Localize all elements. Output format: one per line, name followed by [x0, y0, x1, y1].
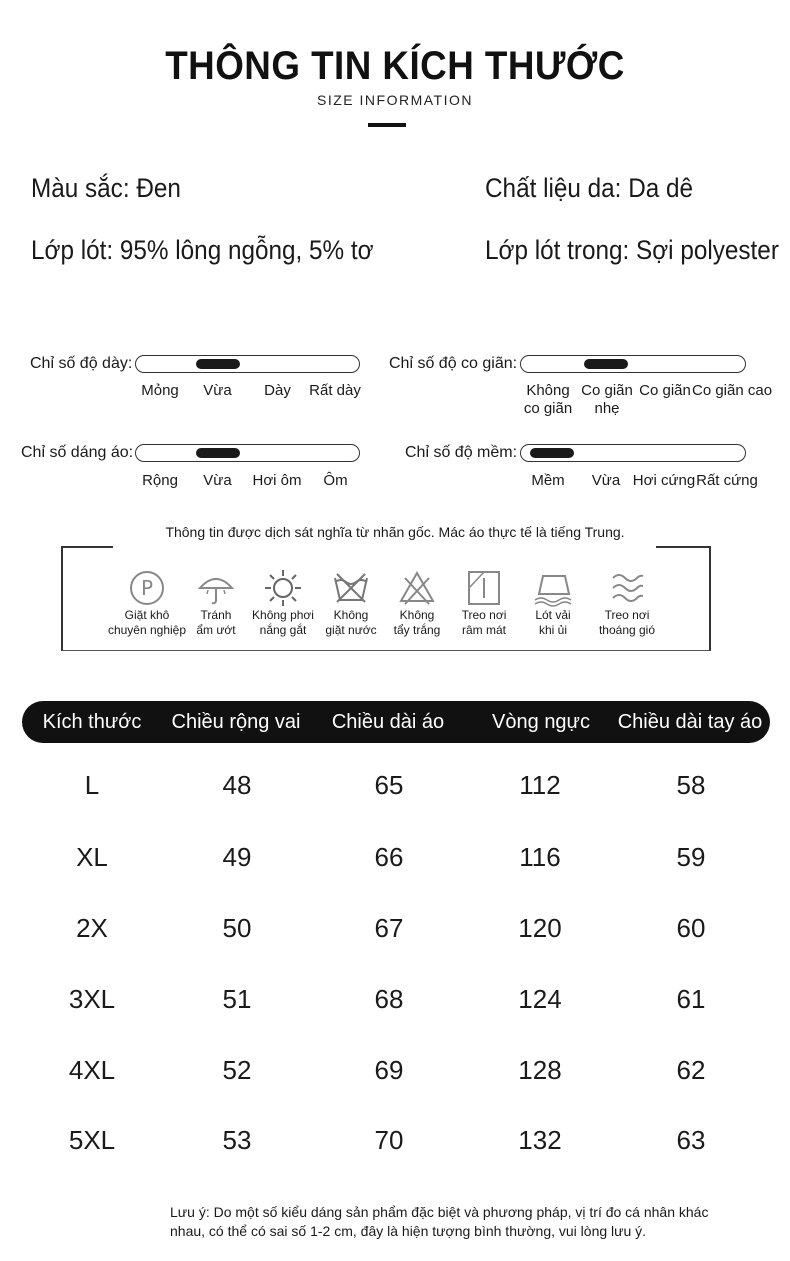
gauge-fit-option: Ôm: [323, 472, 348, 489]
gauge-fit-option: Hơi ôm: [252, 472, 302, 489]
gauge-stretch-option: Co giãn nhẹ: [581, 382, 633, 417]
cell-sleeve: 58: [676, 770, 706, 800]
gauge-stretch-indicator: [584, 359, 628, 369]
cell-size: L: [84, 770, 100, 800]
gauge-thickness-option: Rất dày: [309, 382, 361, 399]
footnote: Lưu ý: Do một số kiểu dáng sản phẩm đặc biệt và phương pháp, vị trí đo cá nhân khác nhau, có thể có sai số 1-2 cm, đây là hiện tượng bình thường, vui lòng lưu ý.: [170, 1204, 709, 1239]
care-box-top-right: [656, 546, 711, 548]
gauge-softness-option: Vừa: [591, 472, 621, 489]
gauge-stretch-option: Co giãn: [639, 382, 691, 399]
care-item-no-sun: Không phơi nắng gắt: [243, 568, 323, 638]
gauge-fit-option: Vừa: [203, 472, 232, 489]
shade-dry-icon: [464, 568, 504, 608]
cell-length: 65: [374, 770, 404, 800]
cell-sleeve: 63: [676, 1125, 706, 1155]
sun-icon: [263, 568, 303, 608]
table-row: [0, 770, 790, 810]
cell-length: 67: [374, 913, 404, 943]
gauge-thickness-option: Mỏng: [141, 382, 179, 399]
care-item-no-bleach: Không tẩy trắng: [377, 568, 457, 638]
dry-clean-p-icon: [127, 568, 167, 608]
gauge-softness-option: Hơi cứng: [632, 472, 696, 489]
cell-shoulder: 53: [222, 1125, 252, 1155]
cell-shoulder: 49: [222, 842, 252, 872]
cell-chest: 112: [519, 770, 561, 800]
gauge-fit-option: Rộng: [142, 472, 178, 489]
col-header-shoulder: Chiều rộng vai: [171, 711, 301, 733]
cell-sleeve: 61: [676, 984, 706, 1014]
cell-size: 5XL: [68, 1125, 116, 1155]
umbrella-icon: [196, 568, 236, 608]
cell-sleeve: 59: [676, 842, 706, 872]
care-item-avoid-moisture: Tránh ẩm ướt: [176, 568, 256, 638]
gauge-fit-track: [135, 444, 360, 462]
cell-size: XL: [76, 842, 108, 872]
cell-chest: 120: [518, 913, 562, 943]
col-header-length: Chiều dài áo: [331, 711, 445, 733]
gauge-thickness-option: Dày: [264, 382, 291, 399]
table-row: [0, 984, 790, 1024]
cell-size: 2X: [76, 913, 108, 943]
cell-length: 70: [374, 1125, 404, 1155]
gauge-fit-indicator: [196, 448, 240, 458]
care-item-dry-clean: P Giặt khô chuyên nghiệp: [107, 568, 187, 638]
gauge-softness-option: Mềm: [531, 472, 565, 489]
title-divider: [368, 123, 406, 127]
col-header-size: Kích thước: [42, 711, 142, 733]
table-row: [0, 842, 790, 882]
cell-shoulder: 51: [222, 984, 252, 1014]
care-note: Thông tin được dịch sát nghĩa từ nhãn gốc. Mác áo thực tế là tiếng Trung.: [165, 524, 625, 540]
attr-inner-lining: Lớp lót trong: Sợi polyester: [485, 235, 779, 265]
gauge-softness-option: Rất cứng: [696, 472, 758, 489]
gauge-stretch-option: Co giãn cao: [692, 382, 773, 399]
svg-text:P: P: [140, 576, 154, 600]
col-header-sleeve: Chiều dài tay áo: [617, 711, 763, 733]
cell-chest: 116: [519, 842, 561, 872]
cell-shoulder: 48: [222, 770, 252, 800]
gauge-thickness-option: Vừa: [203, 382, 232, 399]
iron-cloth-icon: [531, 568, 575, 608]
gauge-fit-label: Chỉ số dáng áo:: [21, 444, 134, 461]
gauge-softness-track: [520, 444, 746, 462]
cell-sleeve: 60: [676, 913, 706, 943]
cell-length: 69: [374, 1055, 404, 1085]
table-row: [0, 1125, 790, 1165]
care-item-shade-dry: Treo nơi râm mát: [444, 568, 524, 638]
cell-sleeve: 62: [676, 1055, 706, 1085]
gauge-softness-label: Chỉ số độ mềm:: [405, 444, 518, 461]
page-title: THÔNG TIN KÍCH THƯỚC: [165, 44, 625, 88]
cell-shoulder: 52: [222, 1055, 252, 1085]
table-row: [0, 1055, 790, 1095]
page-subtitle: SIZE INFORMATION: [317, 92, 473, 108]
attr-leather: Chất liệu da: Da dê: [485, 173, 694, 203]
col-header-chest: Vòng ngực: [492, 711, 590, 733]
size-table-header: [22, 701, 770, 743]
care-item-no-wash: Không giặt nước: [311, 568, 391, 638]
no-bleach-icon: [397, 568, 437, 608]
airy-dry-icon: [607, 568, 647, 608]
no-wash-icon: [331, 568, 371, 608]
gauge-thickness-label: Chỉ số độ dày:: [30, 355, 133, 372]
attr-lining: Lớp lót: 95% lông ngỗng, 5% tơ: [31, 235, 374, 265]
attr-color: Màu sắc: Đen: [31, 173, 181, 203]
cell-chest: 132: [518, 1125, 562, 1155]
gauge-stretch-track: [520, 355, 746, 373]
gauge-stretch-label: Chỉ số độ co giãn:: [389, 355, 518, 372]
gauge-stretch-option: Không co giãn: [523, 382, 573, 417]
cell-chest: 124: [518, 984, 562, 1014]
cell-length: 68: [374, 984, 404, 1014]
care-item-airy-dry: Treo nơi thoáng gió: [587, 568, 667, 638]
cell-size: 4XL: [68, 1055, 116, 1085]
table-row: [0, 913, 790, 953]
cell-chest: 128: [518, 1055, 562, 1085]
gauge-softness-indicator: [530, 448, 574, 458]
care-item-iron-cloth: Lót vải khi ủi: [513, 568, 593, 638]
gauge-thickness-track: [135, 355, 360, 373]
cell-length: 66: [374, 842, 404, 872]
cell-shoulder: 50: [222, 913, 252, 943]
cell-size: 3XL: [68, 984, 116, 1014]
care-box-top-left: [61, 546, 113, 548]
gauge-thickness-indicator: [196, 359, 240, 369]
